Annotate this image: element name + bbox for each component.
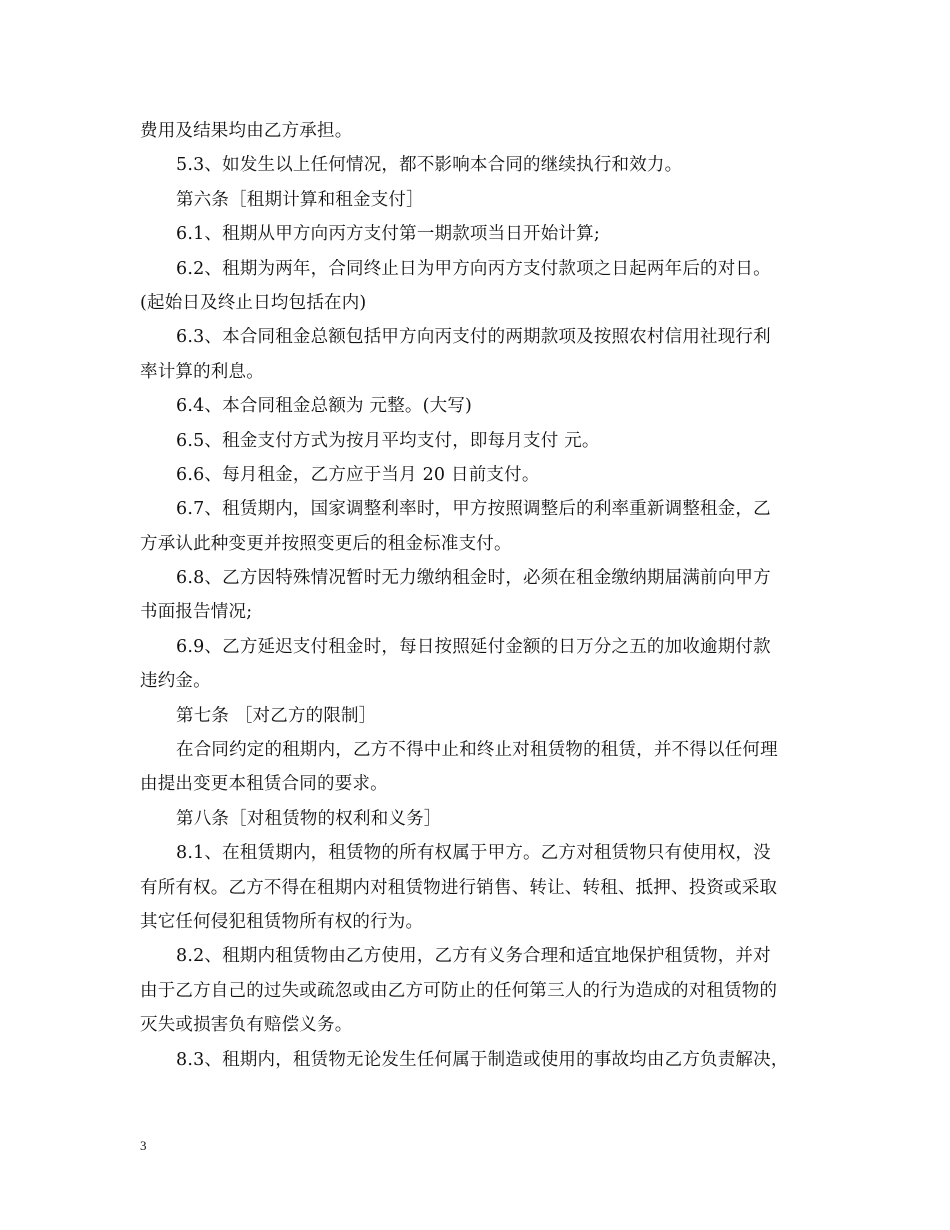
section-heading: 第七条 ［对乙方的限制］	[176, 705, 377, 726]
section-heading: 第六条［租期计算和租金支付］	[176, 189, 424, 210]
page-number: 3	[140, 1138, 147, 1153]
paragraph-line: 8.1、在租赁期内，租赁物的所有权属于甲方。乙方对租赁物只有使用权，没	[176, 843, 771, 864]
paragraph-line: 有所有权。乙方不得在租期内对租赁物进行销售、转让、转租、抵押、投资或采取	[140, 877, 778, 898]
section-heading: 第八条［对租赁物的权利和义务］	[176, 808, 442, 829]
paragraph-line: 8.2、租期内租赁物由乙方使用，乙方有义务合理和适宜地保护租赁物，并对	[176, 946, 771, 967]
paragraph-line: 方承认此种变更并按照变更后的租金标准支付。	[140, 533, 512, 554]
paragraph-line: 违约金。	[140, 671, 211, 692]
paragraph-line: 由于乙方自己的过失或疏忽或由乙方可防止的任何第三人的行为造成的对租赁物的	[140, 980, 778, 1001]
paragraph-line: 6.4、本合同租金总额为 元整。(大写)	[176, 396, 473, 417]
paragraph-line: 书面报告情况;	[140, 602, 253, 623]
paragraph-line: 6.7、租赁期内，国家调整利率时，甲方按照调整后的利率重新调整租金，乙	[176, 499, 771, 520]
paragraph-line: 6.8、乙方因特殊情况暂时无力缴纳租金时，必须在租金缴纳期届满前向甲方	[176, 568, 771, 589]
paragraph-line: 5.3、如发生以上任何情况，都不影响本合同的继续执行和效力。	[176, 155, 683, 176]
paragraph-line: 费用及结果均由乙方承担。	[140, 121, 353, 141]
paragraph-line: 6.3、本合同租金总额包括甲方向丙支付的两期款项及按照农村信用社现行利	[176, 327, 771, 348]
paragraph-line: (起始日及终止日均包括在内)	[140, 292, 367, 313]
paragraph-line: 其它任何侵犯租赁物所有权的行为。	[140, 911, 424, 932]
paragraph-line: 率计算的利息。	[140, 361, 264, 382]
paragraph-line: 由提出变更本租赁合同的要求。	[140, 774, 388, 795]
paragraph-line: 6.5、租金支付方式为按月平均支付，即每月支付 元。	[176, 430, 600, 451]
paragraph-line: 8.3、租期内，租赁物无论发生任何属于制造或使用的事故均由乙方负责解决，	[176, 1049, 789, 1070]
paragraph-line: 在合同约定的租期内，乙方不得中止和终止对租赁物的租赁，并不得以任何理	[176, 740, 778, 761]
paragraph-line: 6.6、每月租金，乙方应于当月 20 日前支付。	[176, 464, 540, 485]
paragraph-line: 灭失或损害负有赔偿义务。	[140, 1015, 353, 1036]
document-body	[140, 114, 812, 1077]
paragraph-line: 6.9、乙方延迟支付租金时，每日按照延付金额的日万分之五的加收逾期付款	[176, 636, 771, 657]
paragraph-line: 6.2、租期为两年，合同终止日为甲方向丙方支付款项之日起两年后的对日。	[176, 258, 771, 279]
paragraph-line: 6.1、租期从甲方向丙方支付第一期款项当日开始计算;	[176, 224, 600, 245]
